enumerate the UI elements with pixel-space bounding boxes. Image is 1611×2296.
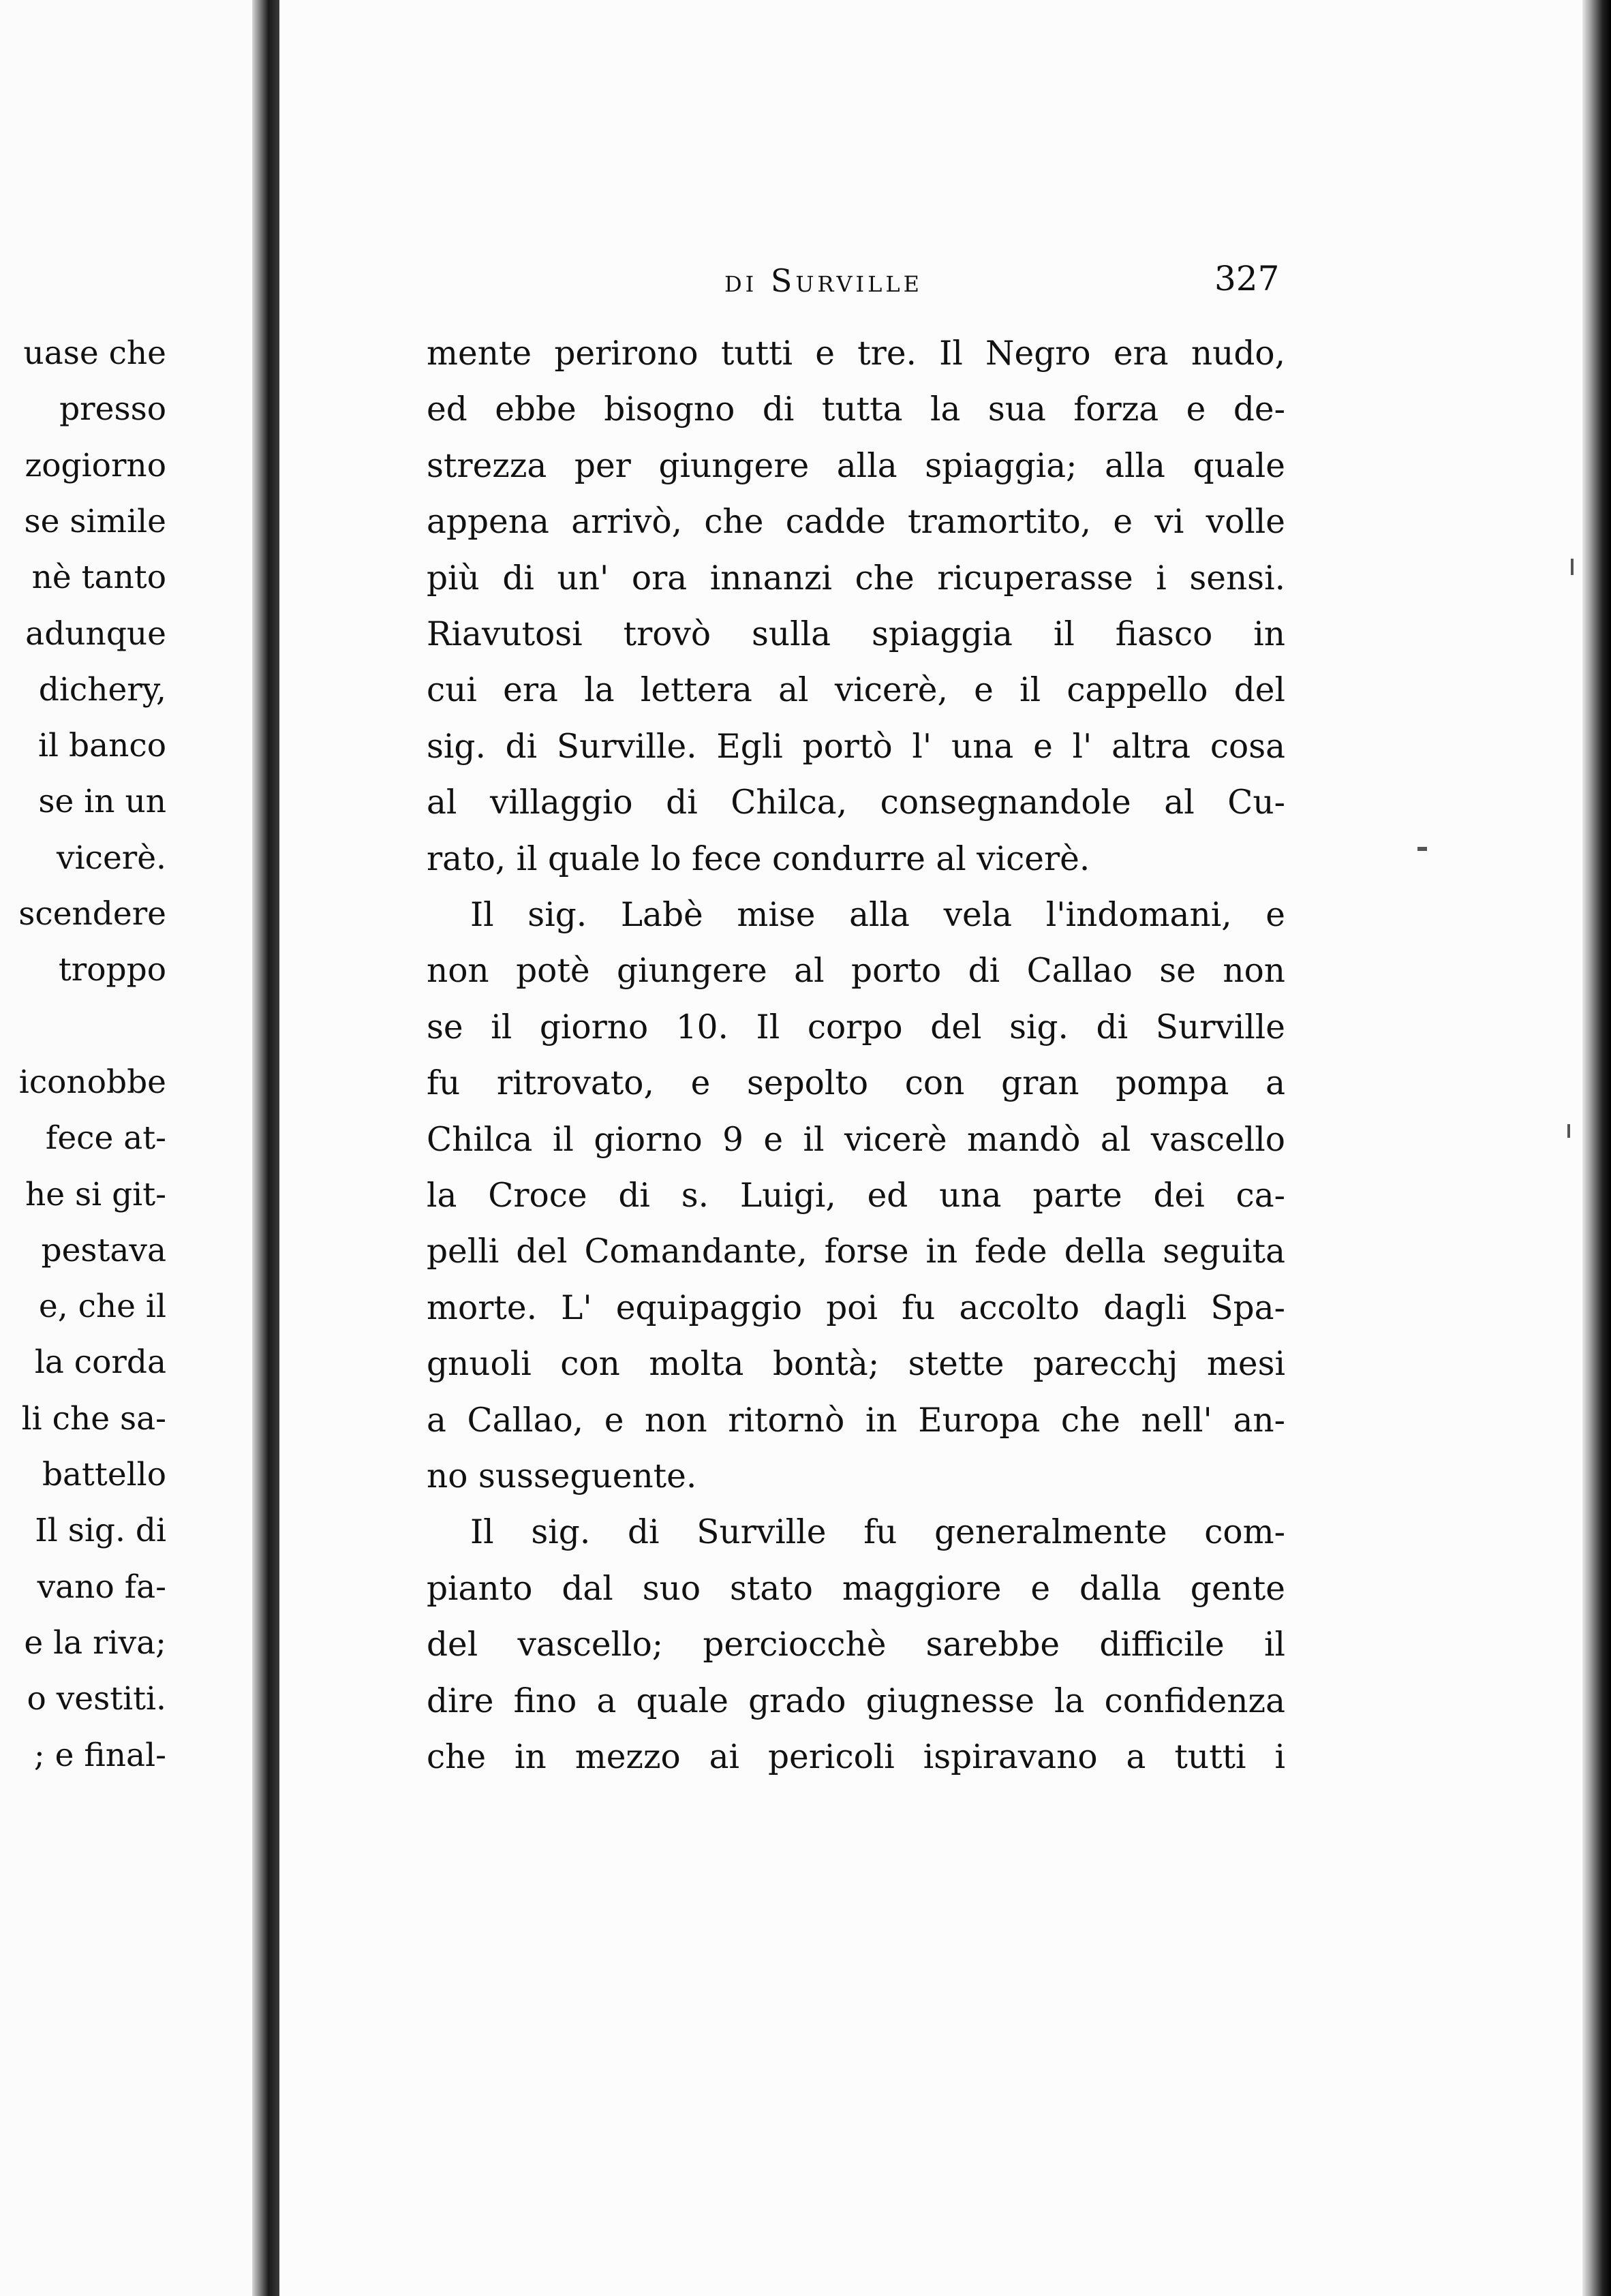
body-text-line: morte. L' equipaggio poi fu accolto dagli Spa- bbox=[427, 1289, 1285, 1327]
left-text-line: presso bbox=[59, 390, 166, 428]
body-text-line: rato, il quale lo fece condurre al vicerè. bbox=[427, 840, 1090, 878]
left-text-line: fece at- bbox=[45, 1119, 166, 1157]
body-text-line: non potè giungere al porto di Callao se non bbox=[427, 952, 1285, 990]
body-text-line: mente perirono tutti e tre. Il Negro era nudo, bbox=[427, 335, 1285, 373]
body-text-line: cui era la lettera al vicerè, e il cappello del bbox=[427, 671, 1285, 709]
left-text-line: e, che il bbox=[38, 1288, 166, 1325]
body-text-line: al villaggio di Chilca, consegnandole al Cu- bbox=[427, 784, 1285, 822]
body-text-line: no susseguente. bbox=[427, 1457, 697, 1495]
left-text-line: iconobbe bbox=[18, 1064, 166, 1101]
left-text-line: e la riva; bbox=[24, 1624, 166, 1662]
left-text-line: adunque bbox=[25, 615, 166, 653]
left-text-line: battello bbox=[42, 1456, 166, 1493]
left-text-line: vicerè. bbox=[57, 839, 166, 877]
left-text-line: scendere bbox=[18, 895, 166, 933]
scan-speck bbox=[1571, 559, 1574, 575]
left-text-line: ; e final- bbox=[33, 1737, 166, 1774]
left-text-line: Il sig. di bbox=[35, 1512, 166, 1549]
body-text-line: pelli del Comandante, forse in fede della seguita bbox=[427, 1232, 1285, 1271]
body-text-line: gnuoli con molta bontà; stette parecchj mesi bbox=[427, 1345, 1285, 1383]
left-text-line: se in un bbox=[38, 783, 166, 820]
body-text-line: appena arrivò, che cadde tramortito, e vi volle bbox=[427, 503, 1285, 541]
body-text-line: fu ritrovato, e sepolto con gran pompa a bbox=[427, 1064, 1285, 1102]
left-text-line: il banco bbox=[38, 727, 166, 764]
left-text-line: o vestiti. bbox=[27, 1680, 166, 1718]
body-text-line: Il sig. Labè mise alla vela l'indomani, e bbox=[470, 896, 1285, 934]
left-text-line: li che sa- bbox=[21, 1400, 166, 1438]
body-text-line: la Croce di s. Luigi, ed una parte dei ca- bbox=[427, 1177, 1285, 1215]
left-text-line: uase che bbox=[23, 335, 166, 372]
running-head: di Surville bbox=[724, 262, 923, 299]
body-text-line: dire fino a quale grado giugnesse la confidenza bbox=[427, 1682, 1285, 1720]
body-text-line: ed ebbe bisogno di tutta la sua forza e de- bbox=[427, 390, 1285, 429]
body-text-line: se il giorno 10. Il corpo del sig. di Surville bbox=[427, 1008, 1285, 1046]
left-text-line: se simile bbox=[24, 503, 166, 540]
body-text-line: strezza per giungere alla spiaggia; alla quale bbox=[427, 447, 1285, 485]
left-text-line: dichery, bbox=[38, 671, 166, 709]
body-text-line: pianto dal suo stato maggiore e dalla gente bbox=[427, 1570, 1285, 1608]
body-text-line: Chilca il giorno 9 e il vicerè mandò al vascello bbox=[427, 1121, 1285, 1159]
body-text-line: Riavutosi trovò sulla spiaggia il fiasco in bbox=[427, 615, 1285, 653]
body-text-line: più di un' ora innanzi che ricuperasse i sensi. bbox=[427, 559, 1285, 598]
page-number: 327 bbox=[1214, 259, 1280, 298]
left-text-line: la corda bbox=[34, 1344, 166, 1381]
left-text-line: nè tanto bbox=[31, 559, 166, 596]
left-text-line: he si git- bbox=[25, 1176, 166, 1213]
page-edge bbox=[1582, 0, 1611, 2296]
scan-speck bbox=[1567, 1124, 1570, 1138]
left-text-line: pestava bbox=[41, 1232, 166, 1269]
scan-speck bbox=[1417, 847, 1427, 851]
left-text-line: troppo bbox=[58, 951, 166, 989]
body-text-line: Il sig. di Surville fu generalmente com- bbox=[470, 1513, 1285, 1551]
book-gutter bbox=[252, 0, 279, 2296]
left-text-line: vano fa- bbox=[37, 1568, 166, 1606]
left-text-line: zogiorno bbox=[25, 447, 166, 484]
body-text-line: sig. di Surville. Egli portò l' una e l' altra cosa bbox=[427, 728, 1285, 766]
left-page-fragment bbox=[0, 0, 252, 2296]
body-text-line: che in mezzo ai pericoli ispiravano a tutti i bbox=[427, 1738, 1285, 1776]
body-text-line: a Callao, e non ritornò in Europa che nell' an- bbox=[427, 1401, 1285, 1440]
body-text-line: del vascello; perciocchè sarebbe difficile il bbox=[427, 1626, 1285, 1664]
